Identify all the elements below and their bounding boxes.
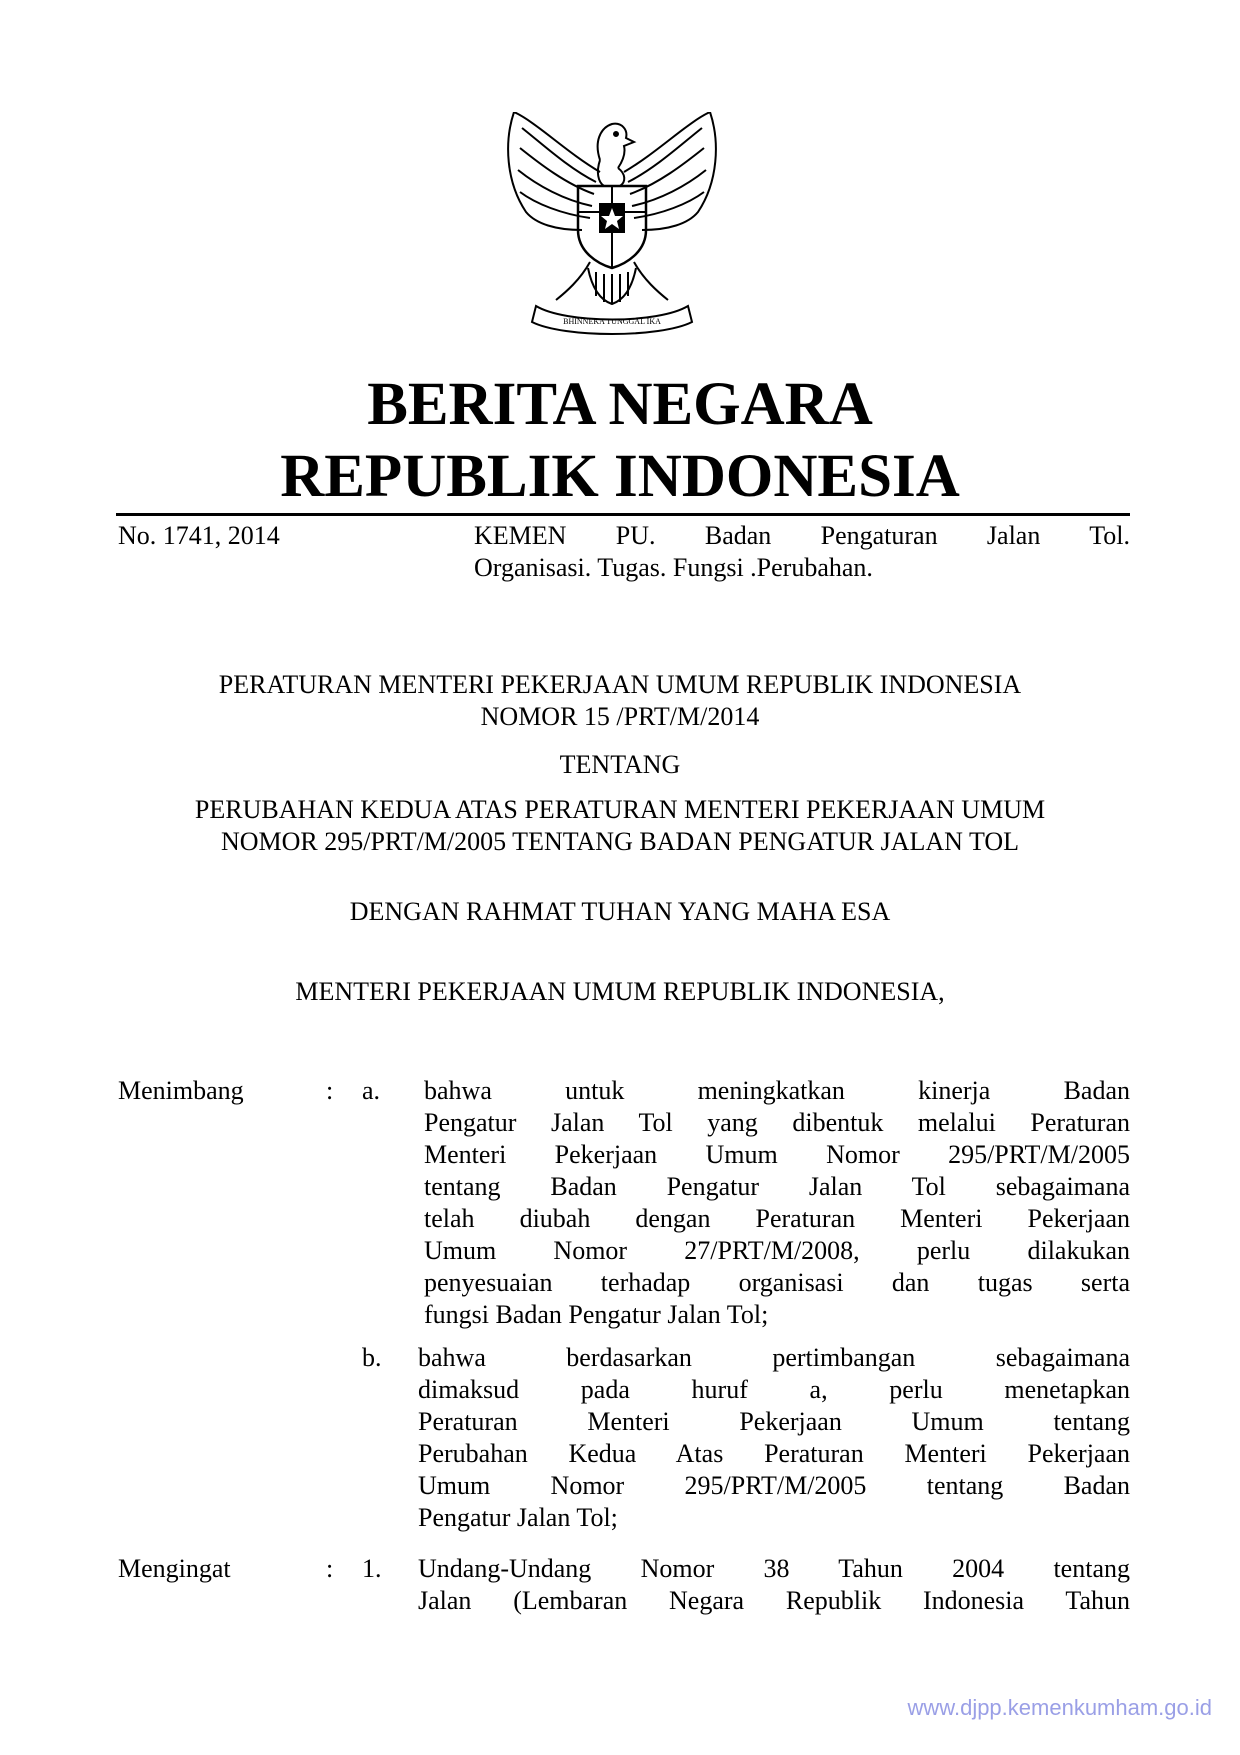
paragraph-line: dimaksud pada huruf a, perlu menetapkan [418, 1375, 1130, 1404]
section-label-menimbang: Menimbang [118, 1076, 244, 1105]
regulation-subject-line: PERUBAHAN KEDUA ATAS PERATURAN MENTERI PEKERJAAN UMUM [194, 795, 1046, 824]
item-marker: a. [362, 1076, 381, 1105]
regulation-subject-line: NOMOR 295/PRT/M/2005 TENTANG BADAN PENGATUR JALAN TOL [220, 827, 1020, 856]
paragraph-line: fungsi Badan Pengatur Jalan Tol; [424, 1300, 769, 1329]
paragraph-line: Pengatur Jalan Tol yang dibentuk melalui Peraturan [424, 1108, 1130, 1137]
consideration-item-a [424, 1075, 1130, 1331]
paragraph-line: bahwa untuk meningkatkan kinerja Badan [424, 1076, 1130, 1105]
section-colon: : [326, 1076, 334, 1105]
paragraph-line: penyesuaian terhadap organisasi dan tugas serta [424, 1268, 1130, 1297]
paragraph-line: telah diubah dengan Peraturan Menteri Pekerjaan [424, 1204, 1130, 1233]
masthead-divider [116, 513, 1130, 516]
masthead-title-line2: REPUBLIK INDONESIA [280, 443, 960, 510]
gazette-description-line: KEMEN PU. Badan Pengaturan Jalan Tol. [474, 521, 1130, 550]
garuda-pancasila-emblem-icon [496, 112, 728, 338]
gazette-description-line: Organisasi. Tugas. Fungsi .Perubahan. [474, 553, 873, 582]
paragraph-line: Perubahan Kedua Atas Peraturan Menteri Pekerjaan [418, 1439, 1130, 1468]
gazette-number: No. 1741, 2014 [118, 521, 280, 550]
gazette-description [474, 520, 1130, 584]
regulation-issuer: MENTERI PEKERJAAN UMUM REPUBLIK INDONESIA, [295, 977, 945, 1006]
paragraph-line: Umum Nomor 27/PRT/M/2008, perlu dilakukan [424, 1236, 1130, 1265]
regulation-title: PERATURAN MENTERI PEKERJAAN UMUM REPUBLIK INDONESIA [218, 670, 1022, 699]
regulation-invocation: DENGAN RAHMAT TUHAN YANG MAHA ESA [349, 897, 891, 926]
item-marker: 1. [362, 1554, 382, 1583]
consideration-item-b [418, 1342, 1130, 1534]
paragraph-line: tentang Badan Pengatur Jalan Tol sebagaimana [424, 1172, 1130, 1201]
emblem-motto: BHINNEKA TUNGGAL IKA [563, 317, 661, 326]
paragraph-line: Menteri Pekerjaan Umum Nomor 295/PRT/M/2005 [424, 1140, 1130, 1169]
section-label-mengingat: Mengingat [118, 1554, 231, 1583]
paragraph-line: Undang-Undang Nomor 38 Tahun 2004 tentang [418, 1554, 1130, 1583]
paragraph-line: Pengatur Jalan Tol; [418, 1503, 618, 1532]
legal-basis-item-1 [418, 1553, 1130, 1617]
regulation-number: NOMOR 15 /PRT/M/2014 [480, 702, 760, 731]
paragraph-line: bahwa berdasarkan pertimbangan sebagaimana [418, 1343, 1130, 1372]
source-url: www.djpp.kemenkumham.go.id [907, 1695, 1212, 1720]
masthead-title-line1: BERITA NEGARA [367, 371, 873, 438]
section-colon: : [326, 1554, 334, 1583]
paragraph-line: Peraturan Menteri Pekerjaan Umum tentang [418, 1407, 1130, 1436]
item-marker: b. [362, 1343, 382, 1372]
regulation-about: TENTANG [559, 750, 681, 779]
paragraph-line: Jalan (Lembaran Negara Republik Indonesia Tahun [418, 1586, 1130, 1615]
paragraph-line: Umum Nomor 295/PRT/M/2005 tentang Badan [418, 1471, 1130, 1500]
